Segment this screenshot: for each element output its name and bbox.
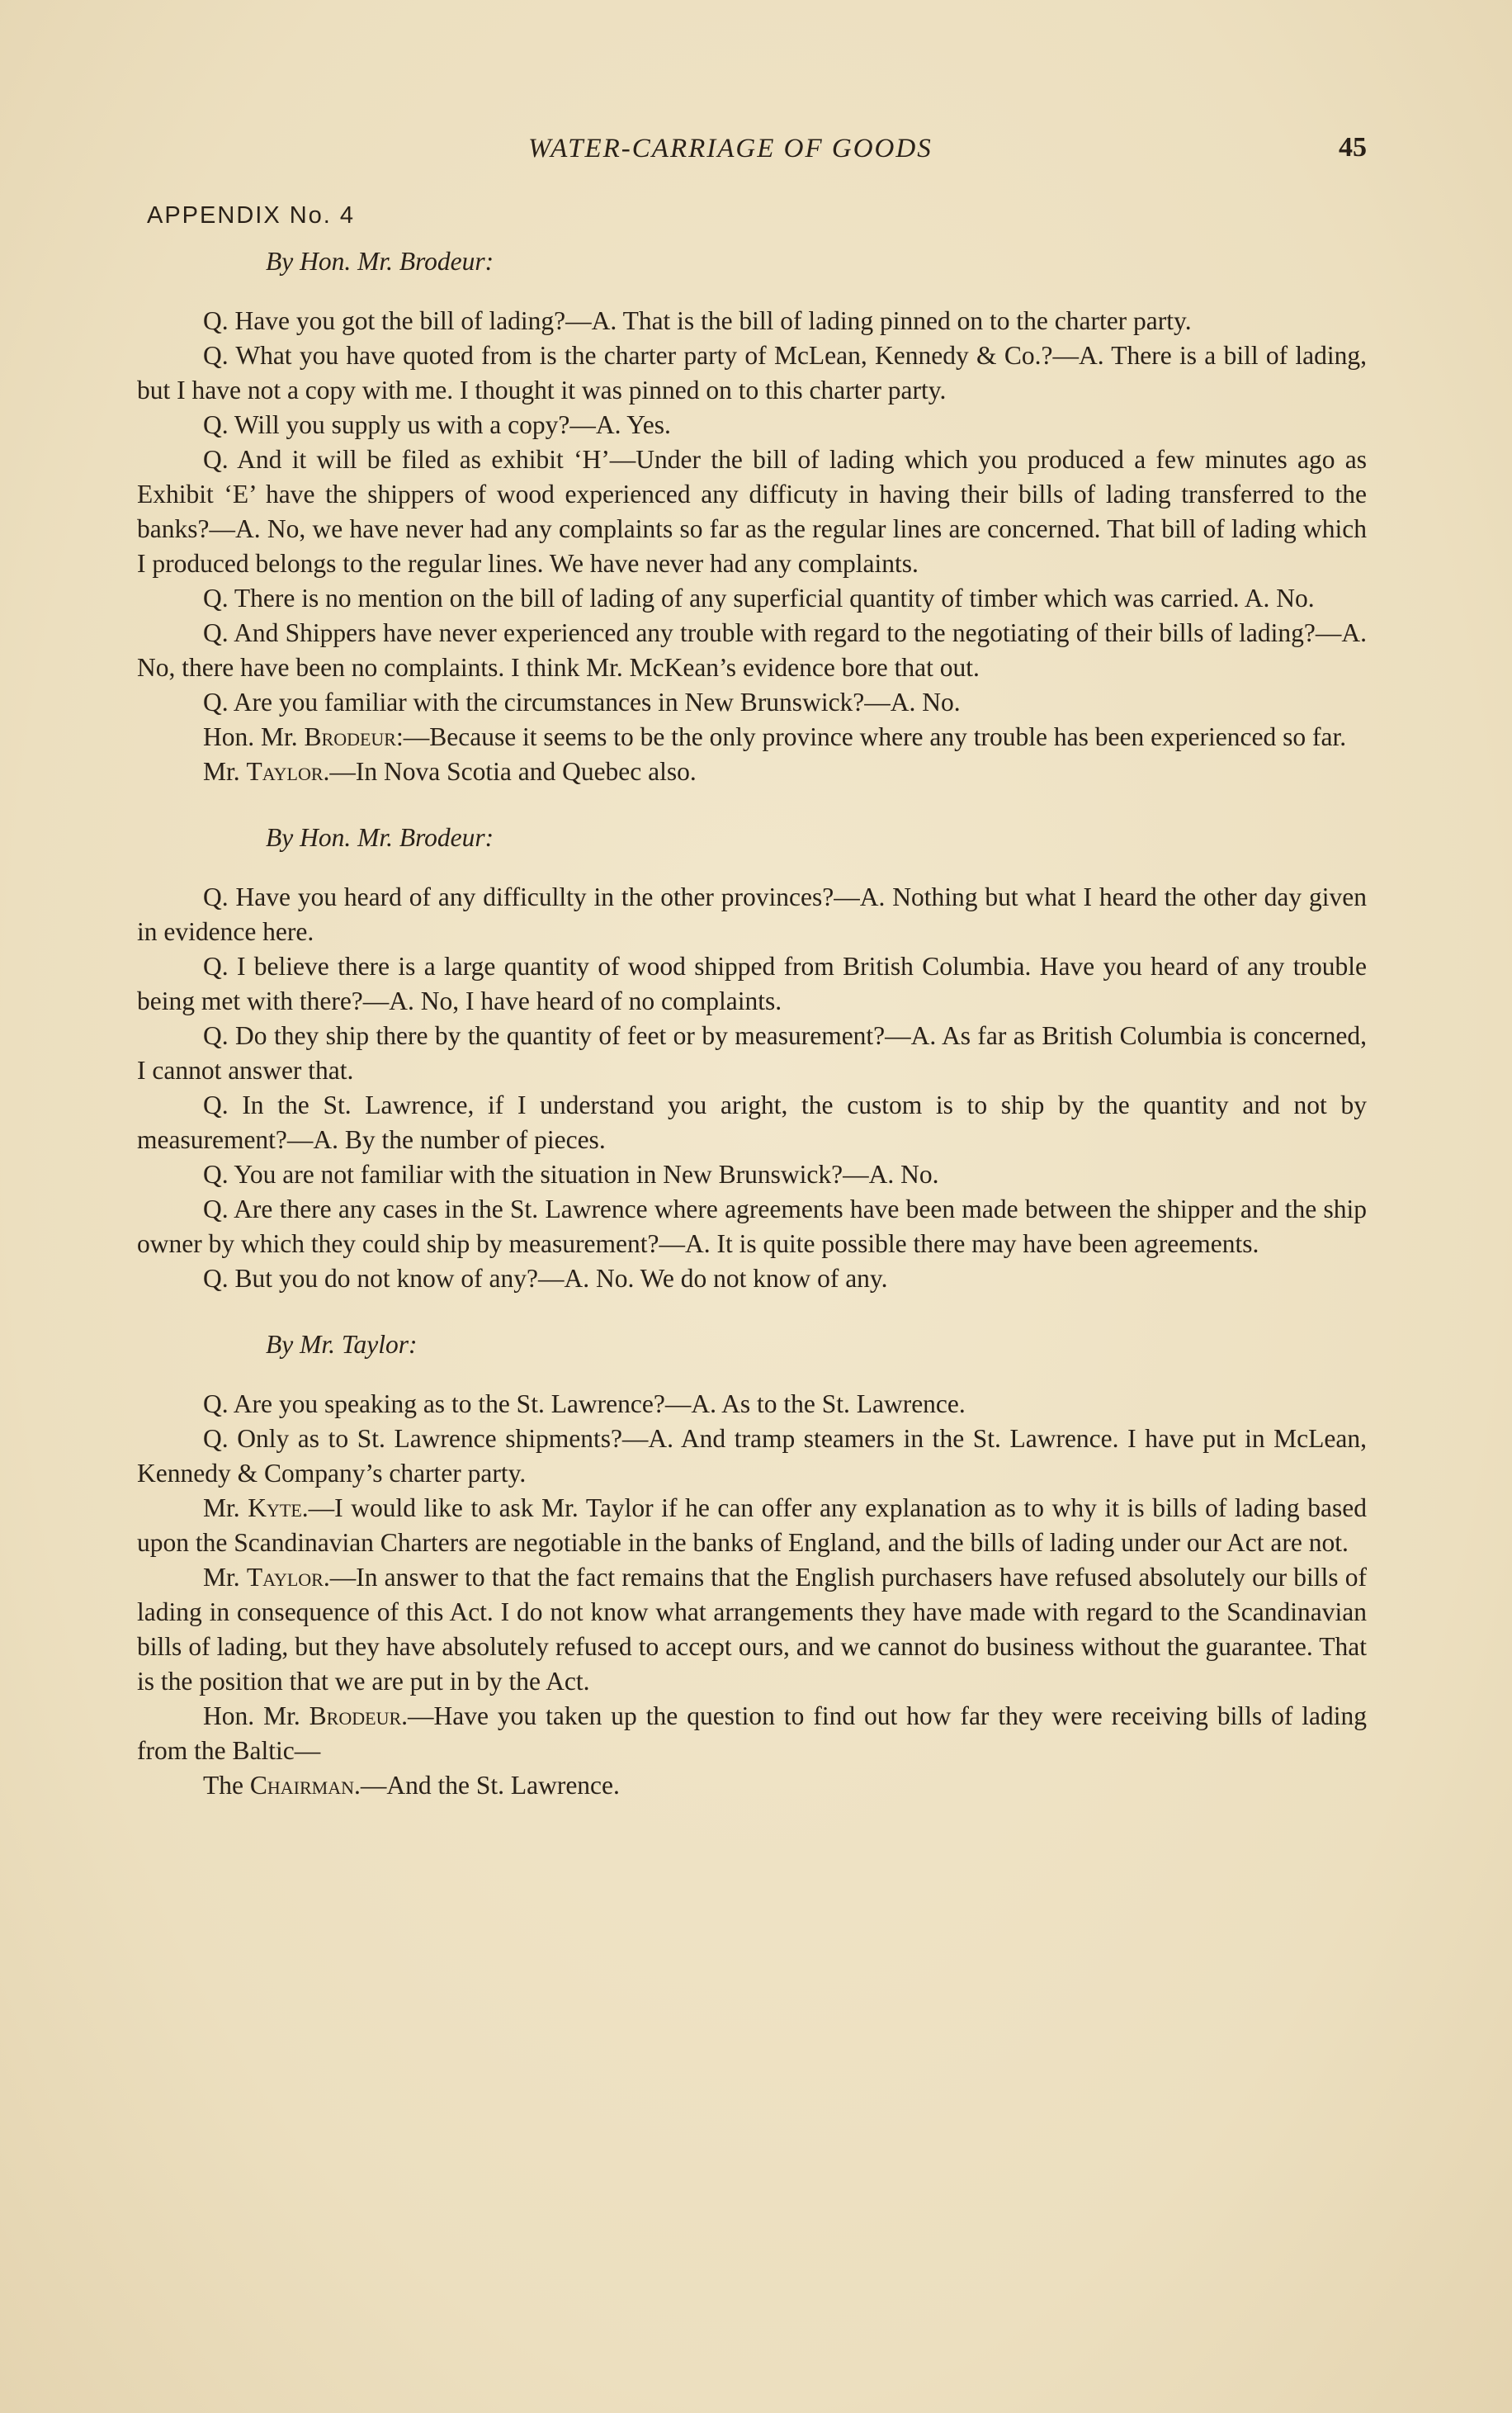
paragraph: Q. Do they ship there by the quantity of feet or by measurement?—A. As far as British Columbia is concerned, I cannot answer that. bbox=[137, 1021, 1367, 1085]
paragraph: Q. What you have quoted from is the charter party of McLean, Kennedy & Co.?—A. There is a bill of lading, but I have not a copy with me. I thought it was pinned on to this charter party. bbox=[137, 341, 1367, 405]
speaker-text: .—In answer to that the fact remains that the English purchasers have refused absolutely our bills of lading in consequence of this Act. I do not know what arrangements they have made with regard to the Scandinavian bills of lading, but they have absolutely refused to accept ours, and we cannot do business without the guarantee. That is the position that we are put in by the Act. bbox=[137, 1563, 1367, 1696]
speaker-paragraph bbox=[137, 1560, 1367, 1699]
speaker-paragraph bbox=[137, 755, 1367, 789]
paragraph: Q. You are not familiar with the situation in New Brunswick?—A. No. bbox=[203, 1160, 939, 1189]
speaker-title: Mr. bbox=[203, 1563, 247, 1592]
paragraph: Q. There is no mention on the bill of lading of any superficial quantity of timber which was carried. A. No. bbox=[203, 584, 1315, 613]
paragraph: Q. In the St. Lawrence, if I understand you aright, the custom is to ship by the quantity and not by measurement?—A. By the number of pieces. bbox=[137, 1091, 1367, 1154]
appendix-label: APPENDIX No. 4 bbox=[147, 202, 356, 229]
speaker-paragraph bbox=[137, 720, 1367, 755]
speaker-title: Hon. Mr. bbox=[203, 722, 305, 751]
speaker-name: Brodeur bbox=[309, 1701, 402, 1730]
paragraph: Q. Are you speaking as to the St. Lawrence?—A. As to the St. Lawrence. bbox=[203, 1389, 966, 1418]
paragraph: Q. Will you supply us with a copy?—A. Yes. bbox=[203, 410, 671, 439]
paragraph: Q. Have you heard of any difficullty in the other provinces?—A. Nothing but what I heard the other day given in evidence here. bbox=[137, 882, 1367, 946]
paragraph: Q. Have you got the bill of lading?—A. That is the bill of lading pinned on to the charter party. bbox=[203, 306, 1192, 335]
paragraph: Q. Only as to St. Lawrence shipments?—A. And tramp steamers in the St. Lawrence. I have put in McLean, Kennedy & Company’s charter party. bbox=[137, 1424, 1367, 1488]
section-heading: By Mr. Taylor: bbox=[266, 1330, 418, 1359]
speaker-text: :—Because it seems to be the only province where any trouble has been experienced so far. bbox=[395, 722, 1347, 751]
speaker-name: Brodeur bbox=[304, 722, 396, 751]
paragraph: Q. And Shippers have never experienced any trouble with regard to the negotiating of their bills of lading?—A. No, there have been no complaints. I think Mr. McKean’s evidence bore that out. bbox=[137, 618, 1367, 682]
section-heading: By Hon. Mr. Brodeur: bbox=[266, 823, 494, 852]
speaker-text: .—I would like to ask Mr. Taylor if he can offer any explanation as to why it is bills of lading based upon the Scandinavian Charters are negotiable in the banks of England, and the bills of lading under our Act are not. bbox=[137, 1493, 1367, 1557]
section-heading: By Hon. Mr. Brodeur: bbox=[266, 247, 494, 276]
document-body bbox=[137, 244, 1367, 1803]
paragraph: Q. Are you familiar with the circumstances in New Brunswick?—A. No. bbox=[203, 688, 961, 717]
speaker-title: Mr. bbox=[203, 757, 247, 786]
speaker-name: Taylor bbox=[246, 757, 324, 786]
running-head: WATER-CARRIAGE OF GOODS bbox=[528, 134, 933, 163]
speaker-paragraph bbox=[137, 1491, 1367, 1560]
speaker-name: Kyte bbox=[248, 1493, 302, 1522]
paragraph: Q. Are there any cases in the St. Lawrence where agreements have been made between the shipper and the ship owner by which they could ship by measurement?—A. It is quite possible there may have been agreements. bbox=[137, 1195, 1367, 1258]
speaker-title: The bbox=[203, 1771, 250, 1800]
speaker-paragraph bbox=[137, 1699, 1367, 1768]
page-number: 45 bbox=[1339, 132, 1367, 163]
speaker-text: .—In Nova Scotia and Quebec also. bbox=[323, 757, 697, 786]
speaker-name: Taylor bbox=[246, 1563, 324, 1592]
speaker-text: .—Have you taken up the question to find out how far they were receiving bills of lading from the Baltic— bbox=[137, 1701, 1367, 1765]
speaker-name: Chairman bbox=[249, 1771, 354, 1800]
paragraph: Q. But you do not know of any?—A. No. We do not know of any. bbox=[203, 1264, 888, 1293]
paragraph: Q. I believe there is a large quantity of wood shipped from British Columbia. Have you heard of any trouble being met with there?—A. No, I have heard of no complaints. bbox=[137, 952, 1367, 1015]
speaker-paragraph bbox=[137, 1768, 1367, 1803]
speaker-title: Hon. Mr. bbox=[203, 1701, 309, 1730]
speaker-text: .—And the St. Lawrence. bbox=[353, 1771, 620, 1800]
speaker-title: Mr. bbox=[203, 1493, 248, 1522]
paragraph: Q. And it will be filed as exhibit ‘H’—Under the bill of lading which you produced a few minutes ago as Exhibit ‘E’ have the shippers of wood experienced any difficuty in having their bills of lading transferred to the banks?—A. No, we have never had any complaints so far as the regular lines are concerned. That bill of lading which I produced belongs to the regular lines. We have never had any complaints. bbox=[137, 445, 1367, 578]
